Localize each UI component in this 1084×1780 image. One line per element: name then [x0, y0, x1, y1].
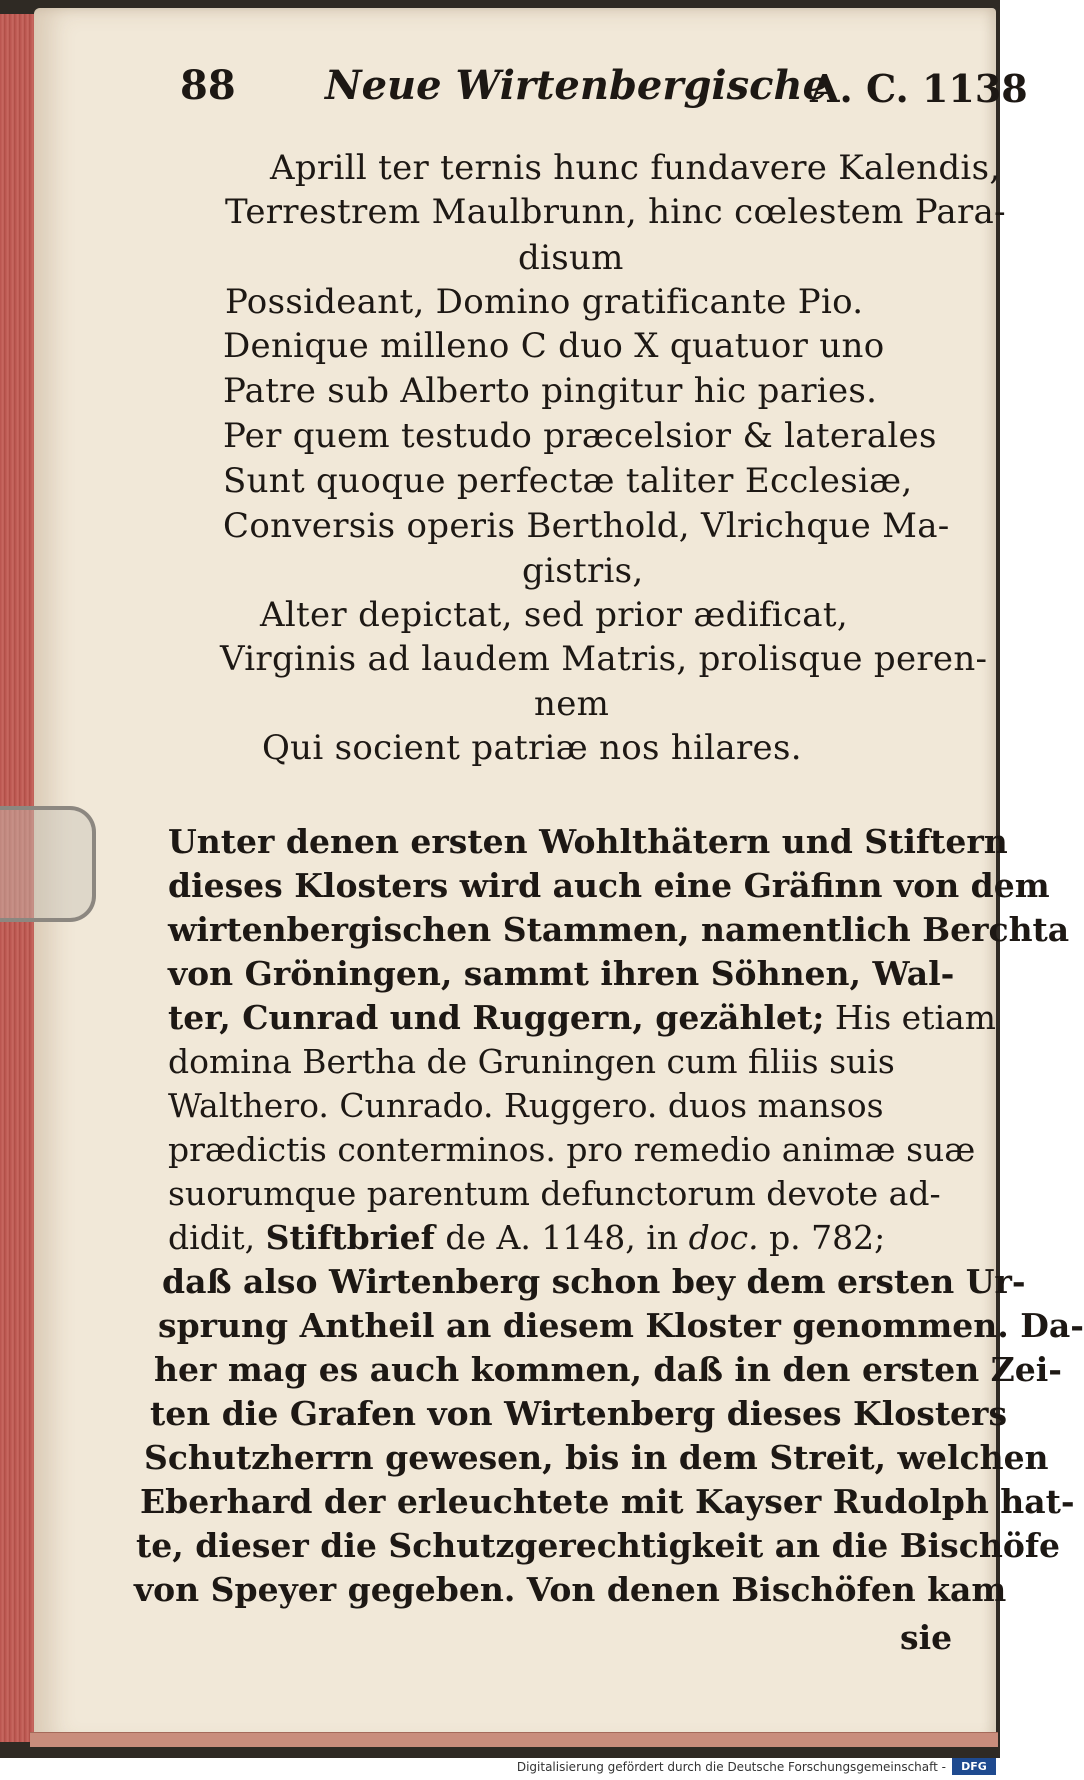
verse-line: nem — [534, 684, 610, 724]
prose-line: Walthero. Cunrado. Ruggero. duos mansos — [168, 1086, 884, 1125]
prose-line: daß also Wirtenberg schon bey dem ersten Ur- — [162, 1262, 1026, 1301]
verse-line: Denique milleno C duo X quatuor uno — [223, 326, 885, 366]
verse-line: Alter depictat, sed prior ædificat, — [260, 595, 848, 635]
prose-line: von Gröningen, sammt ihren Söhnen, Wal- — [168, 954, 955, 993]
dfg-logo: DFG — [952, 1758, 996, 1775]
prose-line — [168, 998, 996, 1037]
verse-line: Conversis operis Berthold, Vlrichque Ma- — [223, 506, 950, 546]
verse-line: Possideant, Domino gratificante Pio. — [225, 282, 864, 322]
prose-latin-part: His etiam — [834, 998, 996, 1037]
digitization-credit: Digitalisierung gefördert durch die Deutsche Forschungsgemeinschaft - — [516, 1760, 946, 1774]
prose-latin-part: p. 782; — [769, 1218, 886, 1257]
prose-line: sprung Antheil an diesem Kloster genommen. Da- — [158, 1306, 1084, 1345]
verse-line: gistris, — [522, 551, 644, 591]
verse-line: Qui socient patriæ nos hilares. — [262, 728, 802, 768]
prose-latin-part: didit, — [168, 1218, 256, 1257]
prose-line: dieses Klosters wird auch eine Gräfinn von dem — [168, 866, 1050, 905]
verse-line: Terrestrem Maulbrunn, hinc cœlestem Para- — [225, 192, 1006, 232]
prose-fraktur-part: ter, Cunrad und Ruggern, gezählet; — [168, 998, 825, 1037]
running-title: Neue Wirtenbergische — [325, 62, 829, 109]
verse-line: Virginis ad laudem Matris, prolisque peren- — [220, 639, 988, 679]
verse-line: Sunt quoque perfectæ taliter Ecclesiæ, — [223, 461, 913, 501]
prose-line: wirtenbergischen Stammen, namentlich Berchta — [168, 910, 1070, 949]
prose-line: von Speyer gegeben. Von denen Bischöfen kam — [134, 1570, 1007, 1609]
prose-line: domina Bertha de Gruningen cum filiis suis — [168, 1042, 895, 1081]
prose-line: her mag es auch kommen, daß in den ersten Zei- — [154, 1350, 1062, 1389]
page-number: 88 — [180, 62, 236, 109]
prose-line: te, dieser die Schutzgerechtigkeit an die Bischöfe — [136, 1526, 1061, 1565]
verse-line: Per quem testudo præcelsior & laterales — [223, 416, 937, 456]
prose-line: Unter denen ersten Wohlthätern und Stiftern — [168, 822, 1008, 861]
prose-line: ten die Grafen von Wirtenberg dieses Klosters — [150, 1394, 1008, 1433]
verse-line: Aprill ter ternis hunc fundavere Kalendis, — [270, 148, 1001, 188]
catchword: sie — [900, 1618, 953, 1657]
page-clip — [0, 806, 96, 922]
header-year: A. C. 1138 — [810, 66, 1028, 111]
prose-italic-part: doc. — [688, 1218, 759, 1257]
prose-line — [168, 1218, 885, 1257]
prose-line: prædictis conterminos. pro remedio animæ suæ — [168, 1130, 976, 1169]
prose-line: Eberhard der erleuchtete mit Kayser Rudolph hat- — [140, 1482, 1075, 1521]
prose-line: Schutzherrn gewesen, bis in dem Streit, welchen — [144, 1438, 1049, 1477]
verse-line: disum — [518, 238, 624, 278]
page-bottom-edge — [30, 1732, 998, 1747]
prose-latin-part: de A. 1148, in — [445, 1218, 679, 1257]
prose-line: suorumque parentum defunctorum devote ad- — [168, 1174, 941, 1213]
prose-fraktur-part: Stiftbrief — [265, 1218, 435, 1257]
verse-line: Patre sub Alberto pingitur hic paries. — [223, 371, 878, 411]
